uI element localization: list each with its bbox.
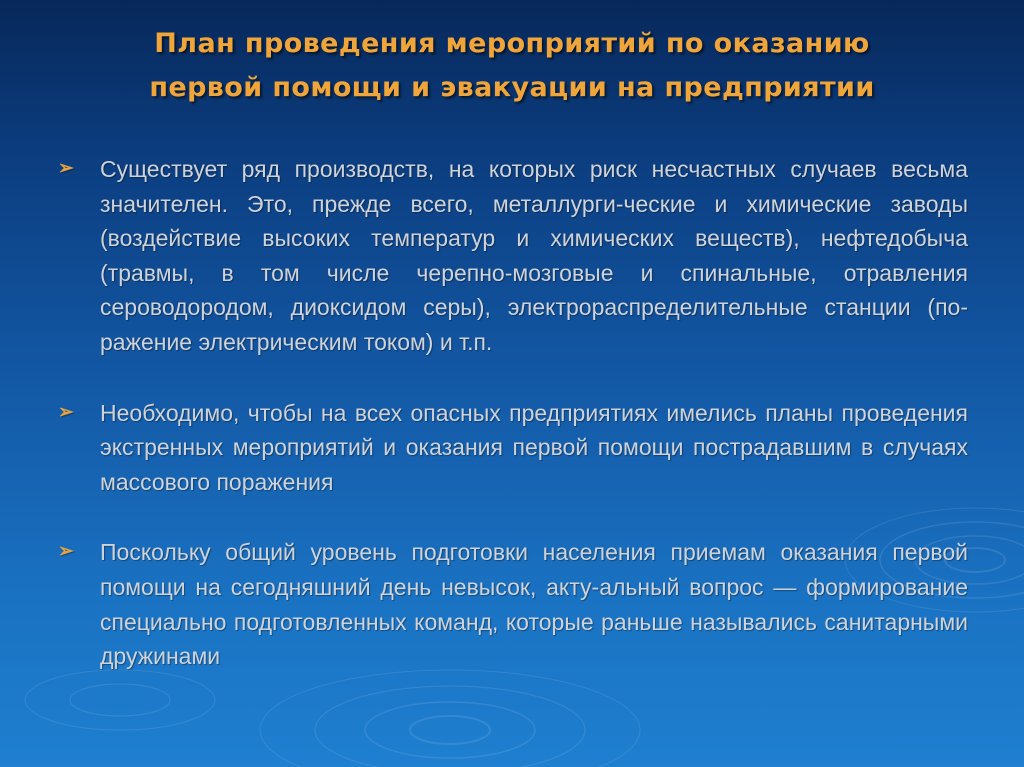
slide-title	[40, 22, 984, 110]
bullet-text: Поскольку общий уровень подготовки населения приемам оказания первой помощи на сегодняшний день невысок, акту-альный вопрос — формирование специально подготовленных команд, которые раньше назывались санитарными дружинами	[100, 539, 968, 670]
slide-title-line-2: первой помощи и эвакуации на предприятии	[149, 72, 875, 103]
bullet-text: Необходимо, чтобы на всех опасных предприятиях имелись планы проведения экстренных мероприятий и оказания первой помощи пострадавшим в случаях массового поражения	[100, 399, 968, 495]
bullet-text: Существует ряд производств, на которых риск несчастных случаев весьма значителен. Это, прежде всего, металлурги-ческие и химические заводы (воздействие высоких температур и химических веществ), нефтедобыча (травмы, в том числе черепно-мозговые и спинальные, отравления сероводородом, диоксидом серы), электрораспределительные станции (по-ражение электрическим током) и т.п.	[100, 156, 968, 355]
bullet-item-hazardous-industries	[58, 152, 968, 360]
arrow-bullet-icon: ➢	[58, 541, 74, 563]
arrow-bullet-icon: ➢	[58, 158, 74, 179]
bullet-list	[58, 152, 968, 674]
arrow-bullet-icon: ➢	[58, 401, 74, 423]
slide-title-line-1: План проведения мероприятий по оказанию	[154, 28, 870, 59]
bullet-item-trained-teams	[58, 535, 968, 673]
bullet-item-emergency-plans	[58, 396, 968, 500]
